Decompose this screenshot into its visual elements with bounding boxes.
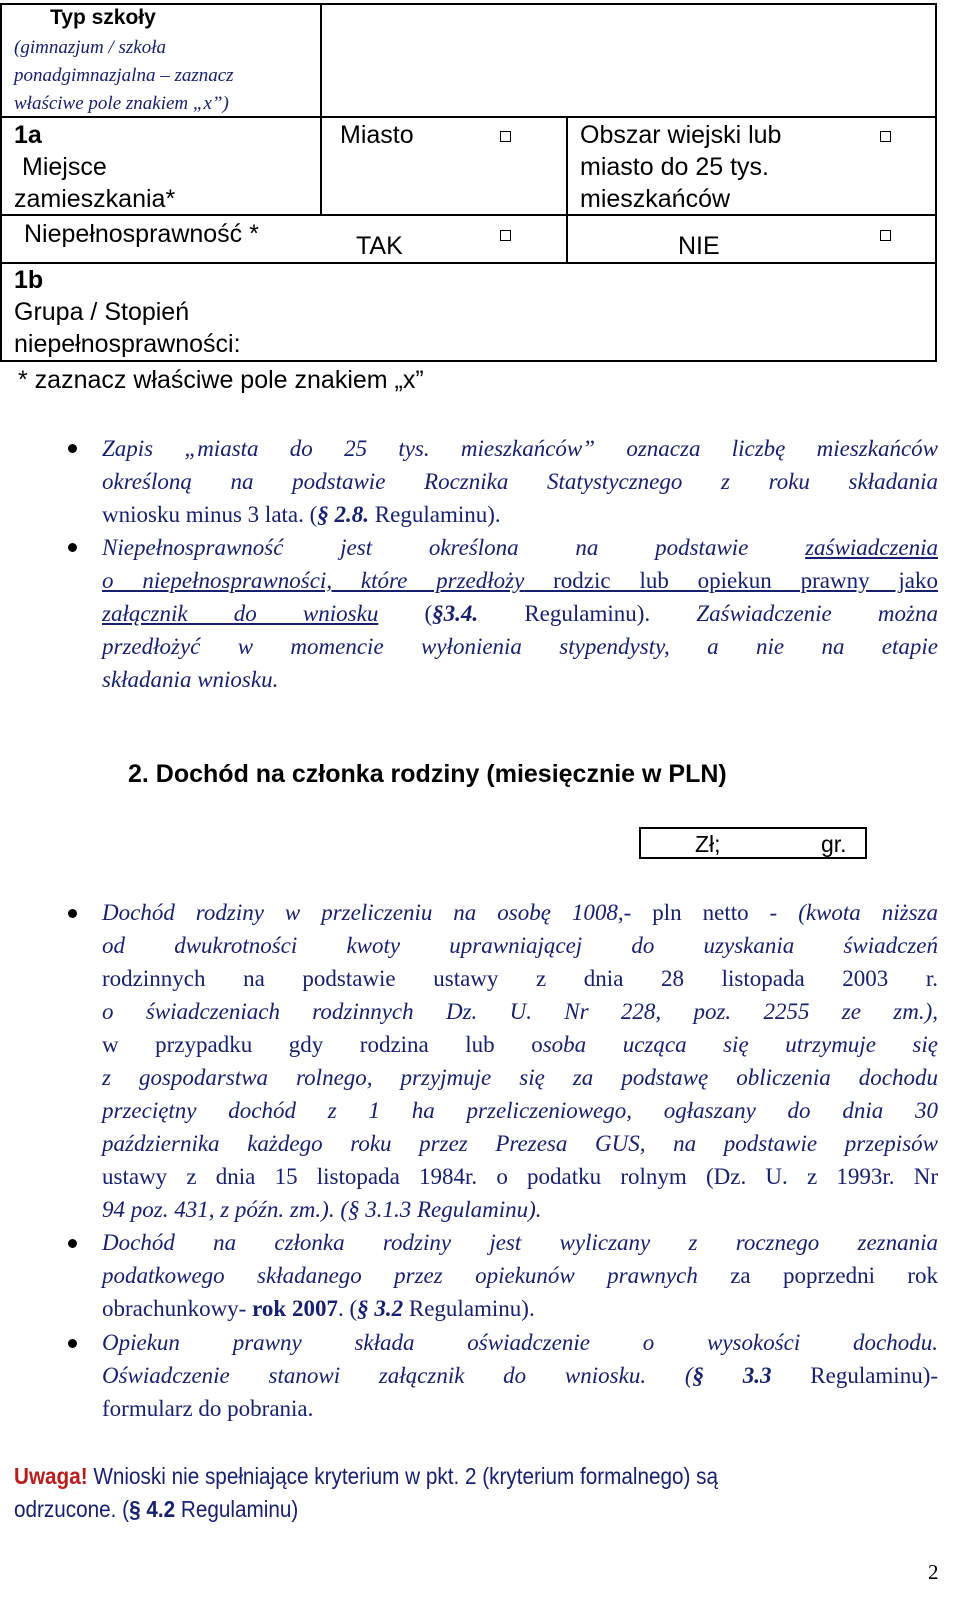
bullet-dot — [68, 1239, 77, 1248]
bullet-small-town-note: Zapis „miasta do 25 tys. mieszkańców” oznacza liczbę mieszkańców określoną na podstawie Rocznika Statystycznego z roku składania wniosku minus 3 lata. (§ 2.8. Regulaminu). — [102, 436, 938, 527]
warning-label: Uwaga! — [14, 1463, 88, 1489]
rural-checkbox[interactable] — [880, 131, 891, 142]
bullet-income-threshold: Dochód rodziny w przeliczeniu na osobę 1008,- pln netto - (kwota niższa od dwukrotności kwoty uprawniającej do uzyskania świadczeń rodzinnych na podstawie ustawy z dnia 28 listopada 2003 r. o świadczeniach rodzinnych Dz. U. Nr 228, poz. 2255 ze zm.), w przypadku gdy rodzina lub osoba ucząca się utrzymuje się z gospodarstwa rolnego, przyjmuje się za podstawę obliczenia dochodu przeciętny dochód z 1 ha przeliczeniowego, ogłaszany do dnia 30 października każdego roku przez Prezesa GUS, na podstawie przepisów ustawy z dnia 15 listopada 1984r. o podatku rolnym (Dz. U. z 1993r. Nr 94 poz. 431, z późn. zm.). (§ 3.1.3 Regulaminu). — [102, 900, 938, 1222]
section-2-heading: 2. Dochód na członka rodziny (miesięcznie w PLN) — [128, 760, 727, 788]
yes-option-label: TAK — [356, 232, 403, 260]
school-type-label: Typ szkoły — [50, 6, 156, 29]
rural-option-label: Obszar wiejski lub miasto do 25 tys. mieszkańców — [580, 121, 782, 213]
school-type-hint: (gimnazjum / szkoła ponadgimnazjalna – zaznacz właściwe pole znakiem „x”) — [14, 37, 234, 114]
bullet-dot — [68, 543, 77, 552]
yes-checkbox[interactable] — [500, 230, 511, 241]
warning-note: Uwaga! Wnioski nie spełniające kryterium w pkt. 2 (kryterium formalnego) są odrzucone. (§ 4.2 Regulaminu) — [14, 1463, 719, 1522]
bullet-dot — [68, 444, 77, 453]
zl-label: Zł; — [695, 831, 721, 857]
bullet-disability-note: Niepełnosprawność jest określona na podstawie zaświadczenia o niepełnosprawności, które przedłoży rodzic lub opiekun prawny jako załącznik do wniosku (§3.4. Regulaminu). Zaświadczenie można przedłożyć w momencie wyłonienia stypendysty, a nie na etapie składania wniosku. — [102, 535, 939, 692]
table-footnote: * zaznacz właściwe pole znakiem „x” — [18, 366, 424, 394]
residence-label: 1a Miejsce zamieszkania* — [14, 121, 176, 213]
no-checkbox[interactable] — [880, 230, 891, 241]
bullet-dot — [68, 1339, 77, 1348]
no-option-label: NIE — [678, 232, 720, 260]
city-checkbox[interactable] — [500, 131, 511, 142]
bullet-guardian-statement: Opiekun prawny składa oświadczenie o wysokości dochodu. Oświadczenie stanowi załącznik do wniosku. (§ 3.3 Regulaminu)- formularz do pobrania. — [102, 1330, 939, 1421]
gr-label: gr. — [821, 831, 847, 857]
disability-label: Niepełnosprawność * — [24, 220, 259, 248]
bullet-dot — [68, 909, 77, 918]
bullet-income-calculation: Dochód na członka rodziny jest wyliczany z rocznego zeznania podatkowego składanego przez opiekunów prawnych za poprzedni rok obrachunkowy- rok 2007. (§ 3.2 Regulaminu). — [102, 1230, 938, 1321]
disability-group-label: 1b Grupa / Stopień niepełnosprawności: — [14, 266, 241, 358]
city-option-label: Miasto — [340, 121, 414, 149]
page-number: 2 — [928, 1560, 939, 1584]
income-amount-field[interactable] — [639, 827, 867, 859]
